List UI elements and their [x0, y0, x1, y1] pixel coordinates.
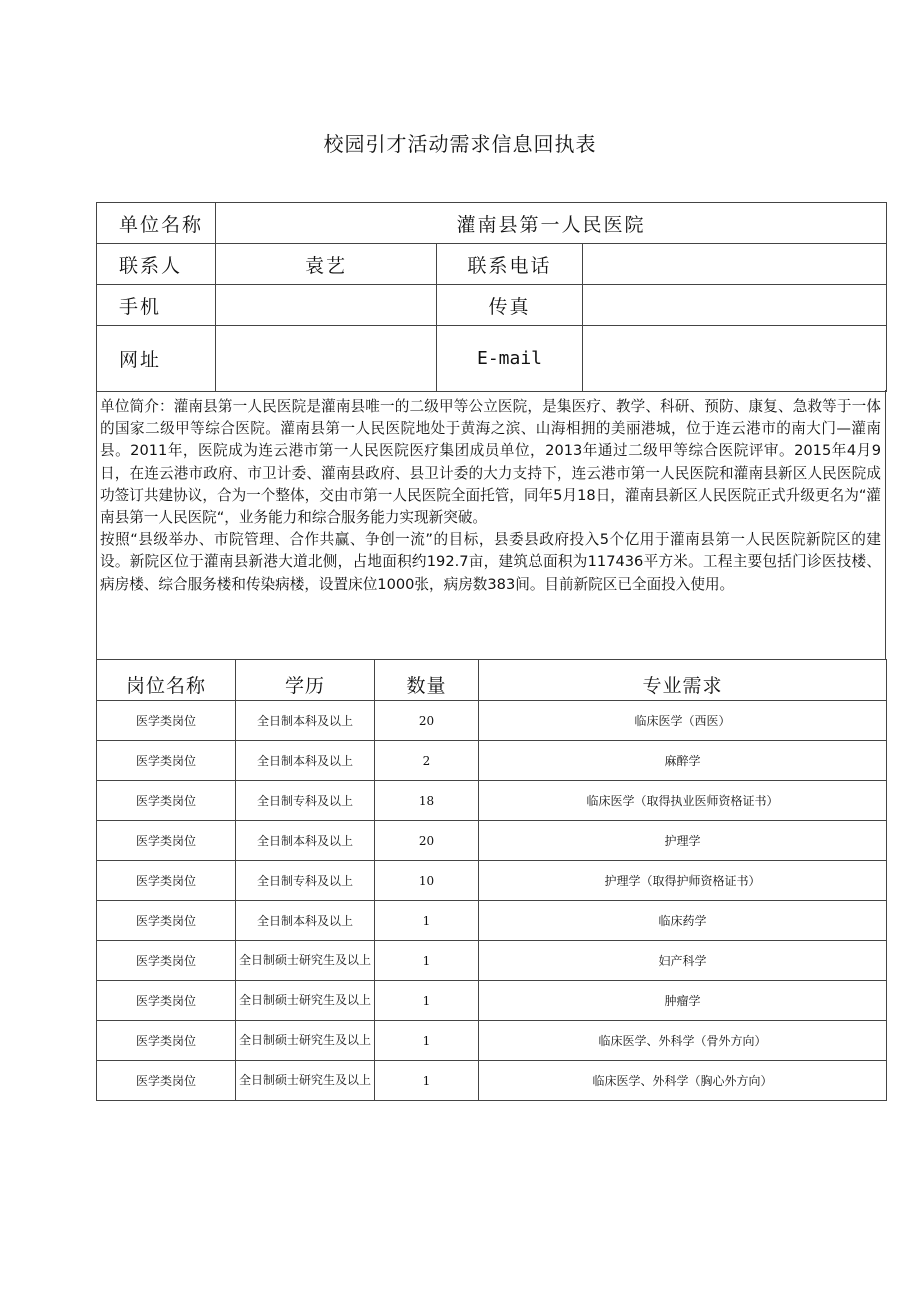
intro-paragraph-2: 按照“县级举办、市院管理、合作共赢、争创一流”的目标，县委县政府投入5个亿用于灌南县第一人民医院新院区的建设。新院区位于灌南县新港大道北侧，占地面积约192.7亩，建筑总面积为117436平方米。工程主要包括门诊医技楼、病房楼、综合服务楼和传染病楼，设置床位1000张，病房数383间。目前新院区已全面投入使用。 — [100, 531, 881, 593]
contact-label: 联系人 — [97, 244, 216, 285]
cell-education: 全日制硕士研究生及以上 — [236, 1021, 375, 1061]
cell-education: 全日制硕士研究生及以上 — [236, 941, 375, 981]
table-row — [97, 741, 887, 781]
cell-position: 医学类岗位 — [97, 981, 236, 1021]
intro-paragraph-1: 单位简介：灌南县第一人民医院是灌南县唯一的二级甲等公立医院，是集医疗、教学、科研、预防、康复、急救等于一体的国家二级甲等综合医院。灌南县第一人民医院地处于黄海之滨、山海相拥的美丽港城，位于连云港市的南大门—灌南县。2011年，医院成为连云港市第一人民医院医疗集团成员单位，2013年通过二级甲等综合医院评审。2015年4月9日，在连云港市政府、市卫计委、灌南县政府、县卫计委的大力支持下，连云港市第一人民医院和灌南县新区人民医院成功签订共建协议，合为一个整体，交由市第一人民医院全面托管，同年5月18日，灌南县新区人民医院正式升级更名为“灌南县第一人民医院“，业务能力和综合服务能力实现新突破。 — [100, 398, 881, 527]
col-header-major: 专业需求 — [479, 660, 887, 701]
cell-major: 临床药学 — [479, 901, 887, 941]
table-row — [97, 1021, 887, 1061]
col-header-position: 岗位名称 — [97, 660, 236, 701]
cell-quantity: 1 — [375, 901, 479, 941]
cell-quantity: 2 — [375, 741, 479, 781]
cell-major: 护理学（取得护师资格证书） — [479, 861, 887, 901]
page-title: 校园引才活动需求信息回执表 — [323, 132, 597, 156]
cell-education: 全日制专科及以上 — [236, 861, 375, 901]
cell-position: 医学类岗位 — [97, 821, 236, 861]
cell-quantity: 1 — [375, 1061, 479, 1101]
table-row — [97, 701, 887, 741]
cell-position: 医学类岗位 — [97, 781, 236, 821]
cell-major: 临床医学、外科学（骨外方向） — [479, 1021, 887, 1061]
cell-major: 护理学 — [479, 821, 887, 861]
job-demand-table — [96, 659, 887, 1101]
mobile-label: 手机 — [97, 285, 216, 326]
cell-quantity: 20 — [375, 701, 479, 741]
cell-position: 医学类岗位 — [97, 1061, 236, 1101]
website-label: 网址 — [97, 326, 216, 392]
cell-quantity: 1 — [375, 1021, 479, 1061]
cell-major: 临床医学、外科学（胸心外方向） — [479, 1061, 887, 1101]
cell-position: 医学类岗位 — [97, 941, 236, 981]
table-row — [97, 1061, 887, 1101]
cell-major: 麻醉学 — [479, 741, 887, 781]
cell-major: 妇产科学 — [479, 941, 887, 981]
cell-position: 医学类岗位 — [97, 741, 236, 781]
cell-position: 医学类岗位 — [97, 701, 236, 741]
col-header-quantity: 数量 — [375, 660, 479, 701]
unit-name-label: 单位名称 — [97, 203, 216, 244]
cell-quantity: 18 — [375, 781, 479, 821]
contact-value: 袁艺 — [216, 244, 437, 285]
cell-position: 医学类岗位 — [97, 901, 236, 941]
cell-position: 医学类岗位 — [97, 861, 236, 901]
col-header-education: 学历 — [236, 660, 375, 701]
cell-education: 全日制本科及以上 — [236, 741, 375, 781]
unit-introduction — [96, 390, 886, 660]
phone-value — [583, 244, 887, 285]
table-row — [97, 781, 887, 821]
table-row — [97, 901, 887, 941]
fax-value — [583, 285, 887, 326]
unit-name-value: 灌南县第一人民医院 — [216, 203, 887, 244]
mobile-value — [216, 285, 437, 326]
email-value — [583, 326, 887, 392]
email-label: E-mail — [437, 326, 583, 392]
cell-education: 全日制专科及以上 — [236, 781, 375, 821]
cell-quantity: 20 — [375, 821, 479, 861]
cell-major: 临床医学（取得执业医师资格证书） — [479, 781, 887, 821]
phone-label: 联系电话 — [437, 244, 583, 285]
cell-quantity: 10 — [375, 861, 479, 901]
cell-education: 全日制本科及以上 — [236, 701, 375, 741]
cell-education: 全日制本科及以上 — [236, 901, 375, 941]
table-row — [97, 821, 887, 861]
cell-education: 全日制硕士研究生及以上 — [236, 1061, 375, 1101]
cell-major: 临床医学（西医） — [479, 701, 887, 741]
table-row — [97, 981, 887, 1021]
website-value — [216, 326, 437, 392]
cell-quantity: 1 — [375, 981, 479, 1021]
table-row — [97, 941, 887, 981]
cell-quantity: 1 — [375, 941, 479, 981]
cell-major: 肿瘤学 — [479, 981, 887, 1021]
cell-position: 医学类岗位 — [97, 1021, 236, 1061]
fax-label: 传真 — [437, 285, 583, 326]
table-row — [97, 861, 887, 901]
cell-education: 全日制本科及以上 — [236, 821, 375, 861]
cell-education: 全日制硕士研究生及以上 — [236, 981, 375, 1021]
unit-info-table — [96, 202, 887, 392]
